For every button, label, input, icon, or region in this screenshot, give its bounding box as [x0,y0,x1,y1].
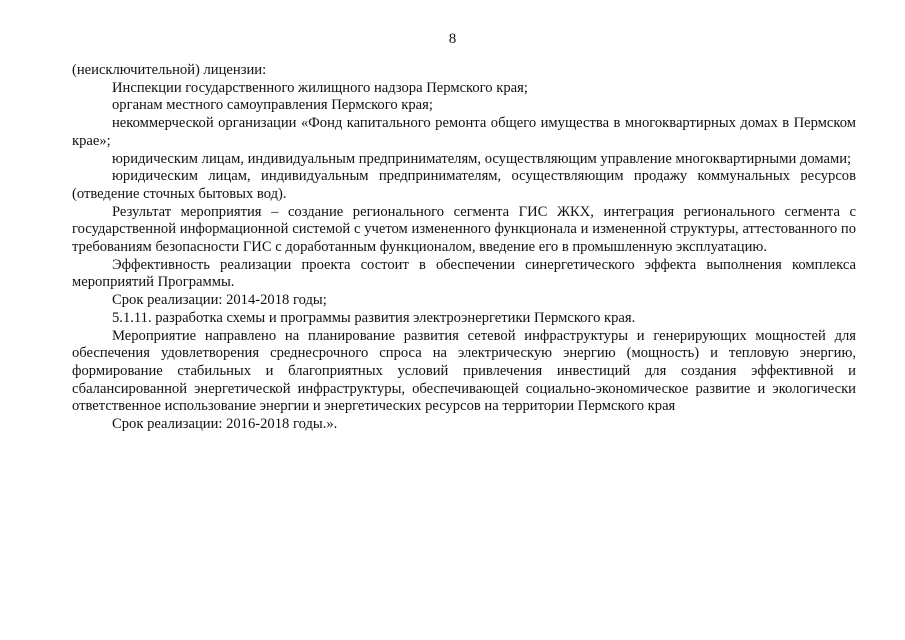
paragraph-result: Результат мероприятия – создание регионального сегмента ГИС ЖКХ, интеграция регионального сегмента с государственной информационной системой с учетом измененного функционала и измененной структуры, аттестованного по требованиям безопасности ГИС с доработанным функционалом, введение его в промышленную эксплуатацию. [72,203,856,256]
paragraph-local-government: органам местного самоуправления Пермского края; [112,97,433,114]
page-number: 8 [448,31,457,47]
paragraph-section-5-1-11: 5.1.11. разработка схемы и программы развития электроэнергетики Пермского края. [112,309,636,326]
paragraph-housing-inspection: Инспекции государственного жилищного надзора Пермского края; [112,79,528,96]
paragraph-term-2016-2018: Срок реализации: 2016-2018 годы.». [112,416,338,433]
paragraph-term-2014-2018: Срок реализации: 2014-2018 годы; [112,292,327,309]
paragraph-utility-sellers: юридическим лицам, индивидуальным предпринимателям, осуществляющим продажу коммунальных ресурсов (отведение сточных бытовых вод). [72,168,856,202]
paragraph-repair-fund: некоммерческой организации «Фонд капитального ремонта общего имущества в многоквартирных домах в Пермском крае»; [72,115,856,149]
paragraph-license-intro: (неисключительной) лицензии: [72,62,267,78]
document-body [72,62,856,434]
paragraph-efficiency: Эффективность реализации проекта состоит в обеспечении синергетического эффекта выполнения комплекса мероприятий Программы. [72,256,856,291]
paragraph-measure-description: Мероприятие направлено на планирование развития сетевой инфраструктуры и генерирующих мощностей для обеспечения удовлетворения среднесрочного спроса на электрическую энергию (мощность) и тепловую энергию, формирование стабильных и благоприятных условий привлечения инвестиций для создания эффективной и сбалансированной энергетической инфраструктуры, обеспечивающей социально-экономическое развитие и экологически ответственное использование энергии и энергетических ресурсов на территории Пермского края [72,327,856,415]
paragraph-management-companies: юридическим лицам, индивидуальным предпринимателям, осуществляющим управление многоквартирными домами; [112,150,852,167]
